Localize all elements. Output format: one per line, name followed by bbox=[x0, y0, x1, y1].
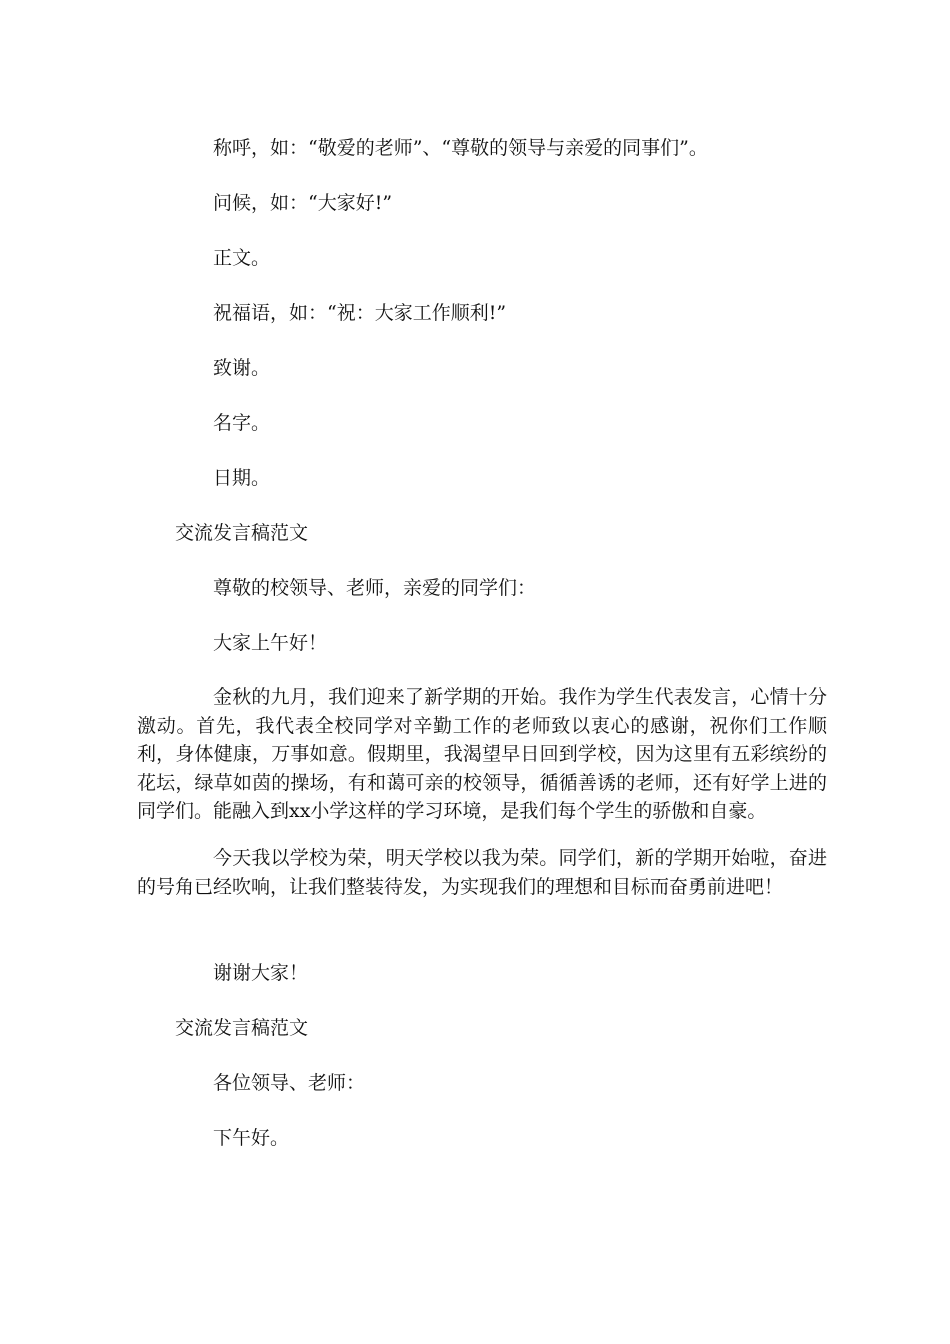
speech-paragraph-2: 今天我以学校为荣，明天学校以我为荣。同学们，新的学期开始啦，奋进的号角已经吹响，让我们整装待发，为实现我们的理想和目标而奋勇前进吧！ bbox=[137, 847, 827, 898]
speech-closing-1: 谢谢大家！ bbox=[213, 962, 309, 984]
list-item-date: 日期。 bbox=[213, 467, 271, 489]
section-heading-2: 交流发言稿范文 bbox=[175, 1017, 309, 1039]
list-item-greeting: 问候，如：“大家好!” bbox=[213, 192, 393, 214]
list-item-body: 正文。 bbox=[213, 247, 271, 269]
speech-hello-2: 下午好。 bbox=[213, 1127, 290, 1149]
speech-paragraph-1: 金秋的九月，我们迎来了新学期的开始。我作为学生代表发言，心情十分激动。首先，我代表全校同学对辛勤工作的老师致以衷心的感谢，祝你们工作顺利，身体健康，万事如意。假期里，我渴望早日回到学校，因为这里有五彩缤纷的花坛，绿草如茵的操场，有和蔼可亲的校领导，循循善诱的老师，还有好学上进的同学们。能融入到xx小学这样的学习环境，是我们每个学生的骄傲和自豪。 bbox=[137, 686, 827, 822]
speech-hello-1: 大家上午好！ bbox=[213, 632, 328, 654]
list-item-name: 名字。 bbox=[213, 412, 271, 434]
section-heading-1: 交流发言稿范文 bbox=[175, 522, 309, 544]
list-item-salutation: 称呼，如：“敬爱的老师”、“尊敬的领导与亲爱的同事们”。 bbox=[213, 137, 708, 159]
speech-address-1: 尊敬的校领导、老师，亲爱的同学们： bbox=[213, 577, 537, 599]
list-item-thanks: 致谢。 bbox=[213, 357, 271, 379]
list-item-blessing: 祝福语，如：“祝：大家工作顺利!” bbox=[213, 302, 507, 324]
speech-address-2: 各位领导、老师： bbox=[213, 1072, 366, 1094]
